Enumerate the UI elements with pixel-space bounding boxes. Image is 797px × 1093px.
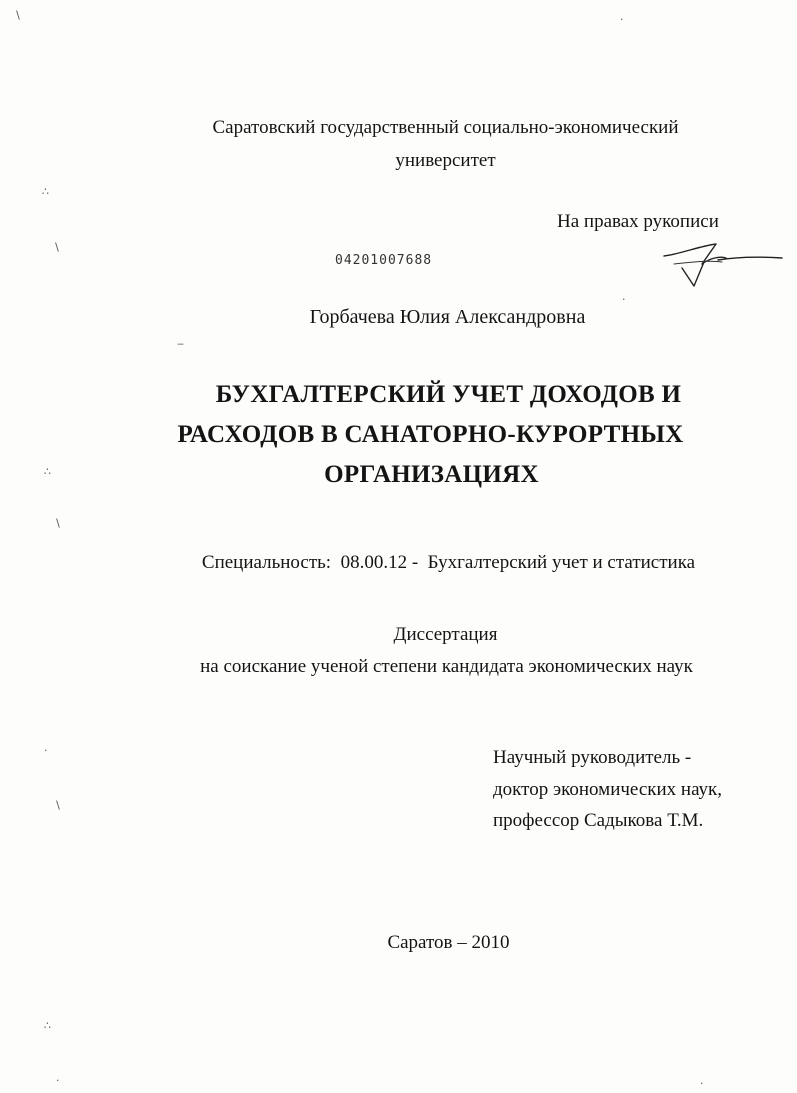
specialty-line: Специальность: 08.00.12 - Бухгалтерский учет и статистика: [201, 552, 696, 573]
author-name: Горбачева Юлия Александровна: [309, 306, 586, 328]
scan-mark: ·: [620, 13, 624, 26]
rights-notice: На правах рукописи: [557, 211, 719, 232]
university-line-1: Саратовский государственный социально-экономический: [212, 117, 679, 138]
city-year: Саратов – 2010: [387, 932, 510, 953]
supervisor-name: профессор Садыкова Т.М.: [493, 810, 704, 831]
supervisor-degree: доктор экономических наук,: [493, 779, 723, 800]
dissertation-label: Диссертация: [393, 624, 498, 645]
scan-mark: ∖: [53, 241, 61, 254]
scan-mark: ·: [44, 744, 48, 757]
scan-mark: ∖: [54, 517, 62, 530]
supervisor-label: Научный руководитель -: [493, 747, 692, 768]
scan-mark: ·: [700, 1077, 704, 1090]
scan-mark: ∴: [44, 465, 51, 478]
title-line-1: БУХГАЛТЕРСКИЙ УЧЕТ ДОХОДОВ И: [215, 381, 682, 408]
scan-mark: ∴: [44, 1019, 51, 1032]
university-line-2: университет: [395, 150, 496, 171]
registration-code: 04201007688: [335, 253, 433, 268]
signature-mark: [660, 236, 785, 292]
scan-mark: ·: [622, 293, 626, 306]
scan-mark: ∖: [14, 9, 22, 22]
title-line-3: ОРГАНИЗАЦИЯХ: [324, 461, 539, 488]
title-line-2: РАСХОДОВ В САНАТОРНО-КУРОРТНЫХ: [177, 421, 684, 448]
scan-mark: ∖: [54, 799, 62, 812]
scan-mark: ∴: [42, 185, 49, 198]
scan-mark: ‒: [177, 337, 184, 350]
scan-mark: ·: [56, 1074, 60, 1087]
dissertation-degree: на соискание ученой степени кандидата экономических наук: [200, 656, 693, 677]
